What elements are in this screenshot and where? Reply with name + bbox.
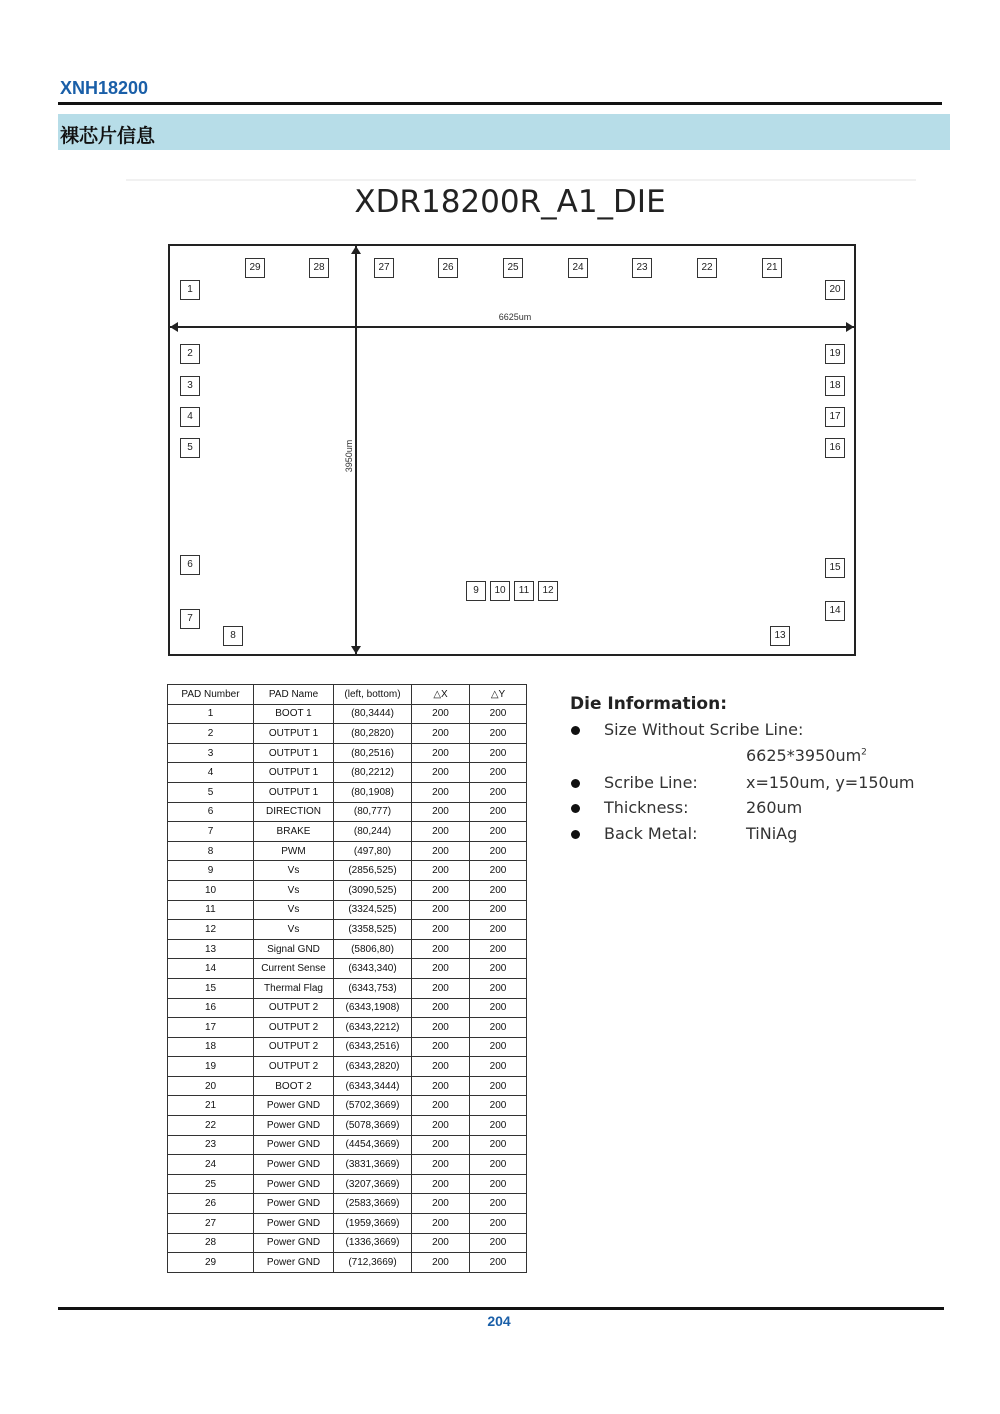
scribe-value: x=150um, y=150um: [746, 773, 915, 792]
pad-number-cell: 12: [168, 920, 254, 940]
thickness-value: 260um: [746, 798, 803, 817]
pad-name-cell: Vs: [254, 920, 334, 940]
table-row: [168, 1253, 527, 1273]
pad-box: 29: [245, 258, 265, 278]
document-code: XNH18200: [60, 78, 149, 98]
pad-name-cell: Thermal Flag: [254, 978, 334, 998]
pad-dy-cell: 200: [470, 1135, 527, 1155]
pad-position-cell: (4454,3669): [334, 1135, 412, 1155]
pad-dy-cell: 200: [470, 861, 527, 881]
bullet-icon: [571, 779, 580, 788]
pad-position-cell: (1959,3669): [334, 1214, 412, 1234]
pad-dx-cell: 200: [412, 880, 470, 900]
pad-box: 12: [538, 581, 558, 601]
pad-box: 3: [180, 376, 200, 396]
column-header: △X: [412, 685, 470, 705]
table-row: [168, 802, 527, 822]
table-row: [168, 1194, 527, 1214]
pad-name-cell: OUTPUT 1: [254, 743, 334, 763]
section-title: 裸芯片信息: [60, 125, 156, 147]
table-header-row: [168, 685, 527, 705]
table-row: [168, 1057, 527, 1077]
table-row: [168, 1037, 527, 1057]
pad-dx-cell: 200: [412, 1037, 470, 1057]
pad-box: 5: [180, 438, 200, 458]
pad-position-cell: (80,3444): [334, 704, 412, 724]
pad-number-cell: 17: [168, 1018, 254, 1038]
footer-rule: [58, 1307, 944, 1310]
pad-dy-cell: 200: [470, 1155, 527, 1175]
pad-position-cell: (6343,340): [334, 959, 412, 979]
pad-box: 19: [825, 344, 845, 364]
pad-position-cell: (3090,525): [334, 880, 412, 900]
pad-dy-cell: 200: [470, 1018, 527, 1038]
table-row: [168, 704, 527, 724]
pad-position-cell: (80,1908): [334, 782, 412, 802]
table-row: [168, 1116, 527, 1136]
bullet-icon: [571, 726, 580, 735]
back-metal-label: Back Metal:: [604, 824, 698, 843]
pad-number-cell: 2: [168, 724, 254, 744]
pad-name-cell: Vs: [254, 861, 334, 881]
pad-dx-cell: 200: [412, 822, 470, 842]
pad-number-cell: 19: [168, 1057, 254, 1077]
pad-number-cell: 11: [168, 900, 254, 920]
pad-position-cell: (497,80): [334, 841, 412, 861]
pad-position-cell: (3207,3669): [334, 1174, 412, 1194]
table-row: [168, 900, 527, 920]
pad-dy-cell: 200: [470, 1253, 527, 1273]
arrow-left-icon: [170, 322, 178, 332]
pad-position-cell: (3831,3669): [334, 1155, 412, 1175]
pad-dx-cell: 200: [412, 1135, 470, 1155]
pad-number-cell: 21: [168, 1096, 254, 1116]
pad-dx-cell: 200: [412, 920, 470, 940]
table-row: [168, 822, 527, 842]
pad-name-cell: Power GND: [254, 1233, 334, 1253]
pad-dx-cell: 200: [412, 841, 470, 861]
pad-box: 28: [309, 258, 329, 278]
arrow-up-icon: [351, 246, 361, 254]
size-value: [746, 746, 867, 765]
pad-position-cell: (712,3669): [334, 1253, 412, 1273]
pad-name-cell: OUTPUT 1: [254, 763, 334, 783]
table-row: [168, 841, 527, 861]
table-row: [168, 880, 527, 900]
pad-box: 18: [825, 376, 845, 396]
pad-box: 6: [180, 555, 200, 575]
page-number: 204: [487, 1313, 511, 1329]
pad-dx-cell: 200: [412, 743, 470, 763]
pad-number-cell: 3: [168, 743, 254, 763]
table-row: [168, 1155, 527, 1175]
pad-position-cell: (80,2820): [334, 724, 412, 744]
die-drawing: [168, 244, 856, 656]
pad-dx-cell: 200: [412, 978, 470, 998]
pad-name-cell: Power GND: [254, 1135, 334, 1155]
pad-box: 2: [180, 344, 200, 364]
pad-box: 7: [180, 609, 200, 629]
pad-position-cell: (2583,3669): [334, 1194, 412, 1214]
pad-box: 4: [180, 407, 200, 427]
table-row: [168, 1214, 527, 1234]
pad-dy-cell: 200: [470, 1174, 527, 1194]
column-header: △Y: [470, 685, 527, 705]
pad-dx-cell: 200: [412, 1253, 470, 1273]
pad-position-cell: (3324,525): [334, 900, 412, 920]
pad-dx-cell: 200: [412, 782, 470, 802]
pad-position-cell: (80,2516): [334, 743, 412, 763]
table-row: [168, 959, 527, 979]
table-row: [168, 1076, 527, 1096]
pad-box: 20: [825, 280, 845, 300]
pad-dx-cell: 200: [412, 1174, 470, 1194]
pad-dy-cell: 200: [470, 920, 527, 940]
pad-dx-cell: 200: [412, 1018, 470, 1038]
pad-number-cell: 4: [168, 763, 254, 783]
section-band: [58, 114, 950, 150]
pad-dx-cell: 200: [412, 1233, 470, 1253]
pad-dx-cell: 200: [412, 724, 470, 744]
pad-box: 16: [825, 438, 845, 458]
pad-position-cell: (80,244): [334, 822, 412, 842]
size-unit-superscript: 2: [861, 747, 867, 758]
pad-box: 17: [825, 407, 845, 427]
table-row: [168, 1096, 527, 1116]
pad-position-cell: (3358,525): [334, 920, 412, 940]
table-row: [168, 978, 527, 998]
pad-number-cell: 5: [168, 782, 254, 802]
pad-box: 10: [490, 581, 510, 601]
pad-box: 1: [180, 280, 200, 300]
pad-number-cell: 9: [168, 861, 254, 881]
pad-dy-cell: 200: [470, 978, 527, 998]
pad-box: 14: [825, 601, 845, 621]
pad-dy-cell: 200: [470, 959, 527, 979]
pad-dy-cell: 200: [470, 1214, 527, 1234]
pad-name-cell: OUTPUT 2: [254, 998, 334, 1018]
pad-number-cell: 24: [168, 1155, 254, 1175]
table-row: [168, 1135, 527, 1155]
die-info-title: Die Information:: [570, 694, 727, 714]
back-metal-value: TiNiAg: [746, 824, 798, 843]
table-row: [168, 1018, 527, 1038]
pad-dx-cell: 200: [412, 900, 470, 920]
pad-number-cell: 26: [168, 1194, 254, 1214]
pad-position-cell: (5078,3669): [334, 1116, 412, 1136]
arrow-right-icon: [846, 322, 854, 332]
pad-box: 22: [697, 258, 717, 278]
pad-name-cell: OUTPUT 2: [254, 1057, 334, 1077]
pad-name-cell: PWM: [254, 841, 334, 861]
height-dimension-line: [355, 246, 357, 654]
pad-dy-cell: 200: [470, 822, 527, 842]
pad-name-cell: Power GND: [254, 1116, 334, 1136]
pad-name-cell: Power GND: [254, 1253, 334, 1273]
pad-position-cell: (5702,3669): [334, 1096, 412, 1116]
pad-number-cell: 8: [168, 841, 254, 861]
pad-box: 8: [223, 626, 243, 646]
pad-position-cell: (6343,1908): [334, 998, 412, 1018]
header-rule: [58, 102, 942, 105]
table-row: [168, 861, 527, 881]
pad-dx-cell: 200: [412, 704, 470, 724]
pad-name-cell: Power GND: [254, 1214, 334, 1234]
pad-name-cell: Power GND: [254, 1155, 334, 1175]
arrow-down-icon: [351, 646, 361, 654]
pad-name-cell: Signal GND: [254, 939, 334, 959]
pad-dy-cell: 200: [470, 1037, 527, 1057]
pad-number-cell: 6: [168, 802, 254, 822]
pad-position-cell: (6343,2516): [334, 1037, 412, 1057]
pad-dx-cell: 200: [412, 1057, 470, 1077]
table-row: [168, 724, 527, 744]
pad-dx-cell: 200: [412, 1076, 470, 1096]
pad-dx-cell: 200: [412, 939, 470, 959]
pad-dy-cell: 200: [470, 763, 527, 783]
pad-number-cell: 28: [168, 1233, 254, 1253]
pad-position-cell: (1336,3669): [334, 1233, 412, 1253]
pad-dy-cell: 200: [470, 1116, 527, 1136]
pad-number-cell: 27: [168, 1214, 254, 1234]
pad-number-cell: 7: [168, 822, 254, 842]
pad-number-cell: 13: [168, 939, 254, 959]
pad-number-cell: 23: [168, 1135, 254, 1155]
pad-box: 25: [503, 258, 523, 278]
pad-dy-cell: 200: [470, 1233, 527, 1253]
pad-position-cell: (80,777): [334, 802, 412, 822]
pad-dy-cell: 200: [470, 802, 527, 822]
size-value-text: 6625*3950um: [746, 746, 862, 765]
pad-name-cell: OUTPUT 2: [254, 1018, 334, 1038]
pad-box: 27: [374, 258, 394, 278]
column-header: PAD Number: [168, 685, 254, 705]
pad-dy-cell: 200: [470, 1076, 527, 1096]
pad-box: 11: [514, 581, 534, 601]
pad-name-cell: Power GND: [254, 1096, 334, 1116]
column-header: (left, bottom): [334, 685, 412, 705]
size-label: Size Without Scribe Line:: [604, 720, 804, 739]
table-row: [168, 998, 527, 1018]
pad-name-cell: OUTPUT 2: [254, 1037, 334, 1057]
table-row: [168, 920, 527, 940]
pad-dy-cell: 200: [470, 724, 527, 744]
pad-position-cell: (5806,80): [334, 939, 412, 959]
pad-number-cell: 20: [168, 1076, 254, 1096]
pad-box: 21: [762, 258, 782, 278]
table-row: [168, 763, 527, 783]
pad-position-cell: (6343,3444): [334, 1076, 412, 1096]
pad-dy-cell: 200: [470, 743, 527, 763]
pad-box: 26: [438, 258, 458, 278]
pad-number-cell: 18: [168, 1037, 254, 1057]
bullet-icon: [571, 804, 580, 813]
width-dimension-label: 6625um: [498, 312, 532, 322]
pad-position-cell: (80,2212): [334, 763, 412, 783]
pad-number-cell: 14: [168, 959, 254, 979]
column-header: PAD Name: [254, 685, 334, 705]
pad-box: 9: [466, 581, 486, 601]
pad-box: 24: [568, 258, 588, 278]
pad-name-cell: Power GND: [254, 1194, 334, 1214]
pad-position-cell: (2856,525): [334, 861, 412, 881]
die-title: XDR18200R_A1_DIE: [354, 184, 666, 220]
pad-number-cell: 15: [168, 978, 254, 998]
pad-number-cell: 10: [168, 880, 254, 900]
pad-dy-cell: 200: [470, 900, 527, 920]
pad-name-cell: BOOT 2: [254, 1076, 334, 1096]
pad-dx-cell: 200: [412, 959, 470, 979]
pad-dy-cell: 200: [470, 1194, 527, 1214]
pad-dx-cell: 200: [412, 1155, 470, 1175]
pad-table: [167, 684, 527, 1273]
thickness-label: Thickness:: [604, 798, 689, 817]
pad-name-cell: Vs: [254, 900, 334, 920]
pad-name-cell: OUTPUT 1: [254, 782, 334, 802]
figure-top-rule: [126, 179, 916, 181]
pad-dy-cell: 200: [470, 998, 527, 1018]
pad-number-cell: 1: [168, 704, 254, 724]
pad-dy-cell: 200: [470, 939, 527, 959]
pad-dx-cell: 200: [412, 802, 470, 822]
pad-dx-cell: 200: [412, 763, 470, 783]
pad-name-cell: BOOT 1: [254, 704, 334, 724]
pad-name-cell: Current Sense: [254, 959, 334, 979]
pad-number-cell: 22: [168, 1116, 254, 1136]
pad-dy-cell: 200: [470, 782, 527, 802]
pad-dy-cell: 200: [470, 704, 527, 724]
pad-number-cell: 16: [168, 998, 254, 1018]
table-row: [168, 743, 527, 763]
pad-number-cell: 25: [168, 1174, 254, 1194]
pad-number-cell: 29: [168, 1253, 254, 1273]
pad-box: 23: [632, 258, 652, 278]
table-row: [168, 782, 527, 802]
pad-dx-cell: 200: [412, 861, 470, 881]
pad-box: 13: [770, 626, 790, 646]
pad-box: 15: [825, 558, 845, 578]
pad-position-cell: (6343,753): [334, 978, 412, 998]
height-dimension-label: 3950um: [344, 439, 354, 473]
pad-position-cell: (6343,2212): [334, 1018, 412, 1038]
bullet-icon: [571, 830, 580, 839]
pad-dy-cell: 200: [470, 1057, 527, 1077]
pad-dx-cell: 200: [412, 1194, 470, 1214]
pad-dx-cell: 200: [412, 1214, 470, 1234]
pad-dx-cell: 200: [412, 1096, 470, 1116]
pad-dy-cell: 200: [470, 841, 527, 861]
pad-dx-cell: 200: [412, 1116, 470, 1136]
pad-name-cell: BRAKE: [254, 822, 334, 842]
table-row: [168, 939, 527, 959]
table-row: [168, 1233, 527, 1253]
pad-dy-cell: 200: [470, 880, 527, 900]
scribe-label: Scribe Line:: [604, 773, 698, 792]
pad-name-cell: Vs: [254, 880, 334, 900]
pad-position-cell: (6343,2820): [334, 1057, 412, 1077]
pad-name-cell: DIRECTION: [254, 802, 334, 822]
pad-name-cell: Power GND: [254, 1174, 334, 1194]
pad-dx-cell: 200: [412, 998, 470, 1018]
table-row: [168, 1174, 527, 1194]
pad-name-cell: OUTPUT 1: [254, 724, 334, 744]
pad-dy-cell: 200: [470, 1096, 527, 1116]
width-dimension-line: [170, 326, 854, 328]
